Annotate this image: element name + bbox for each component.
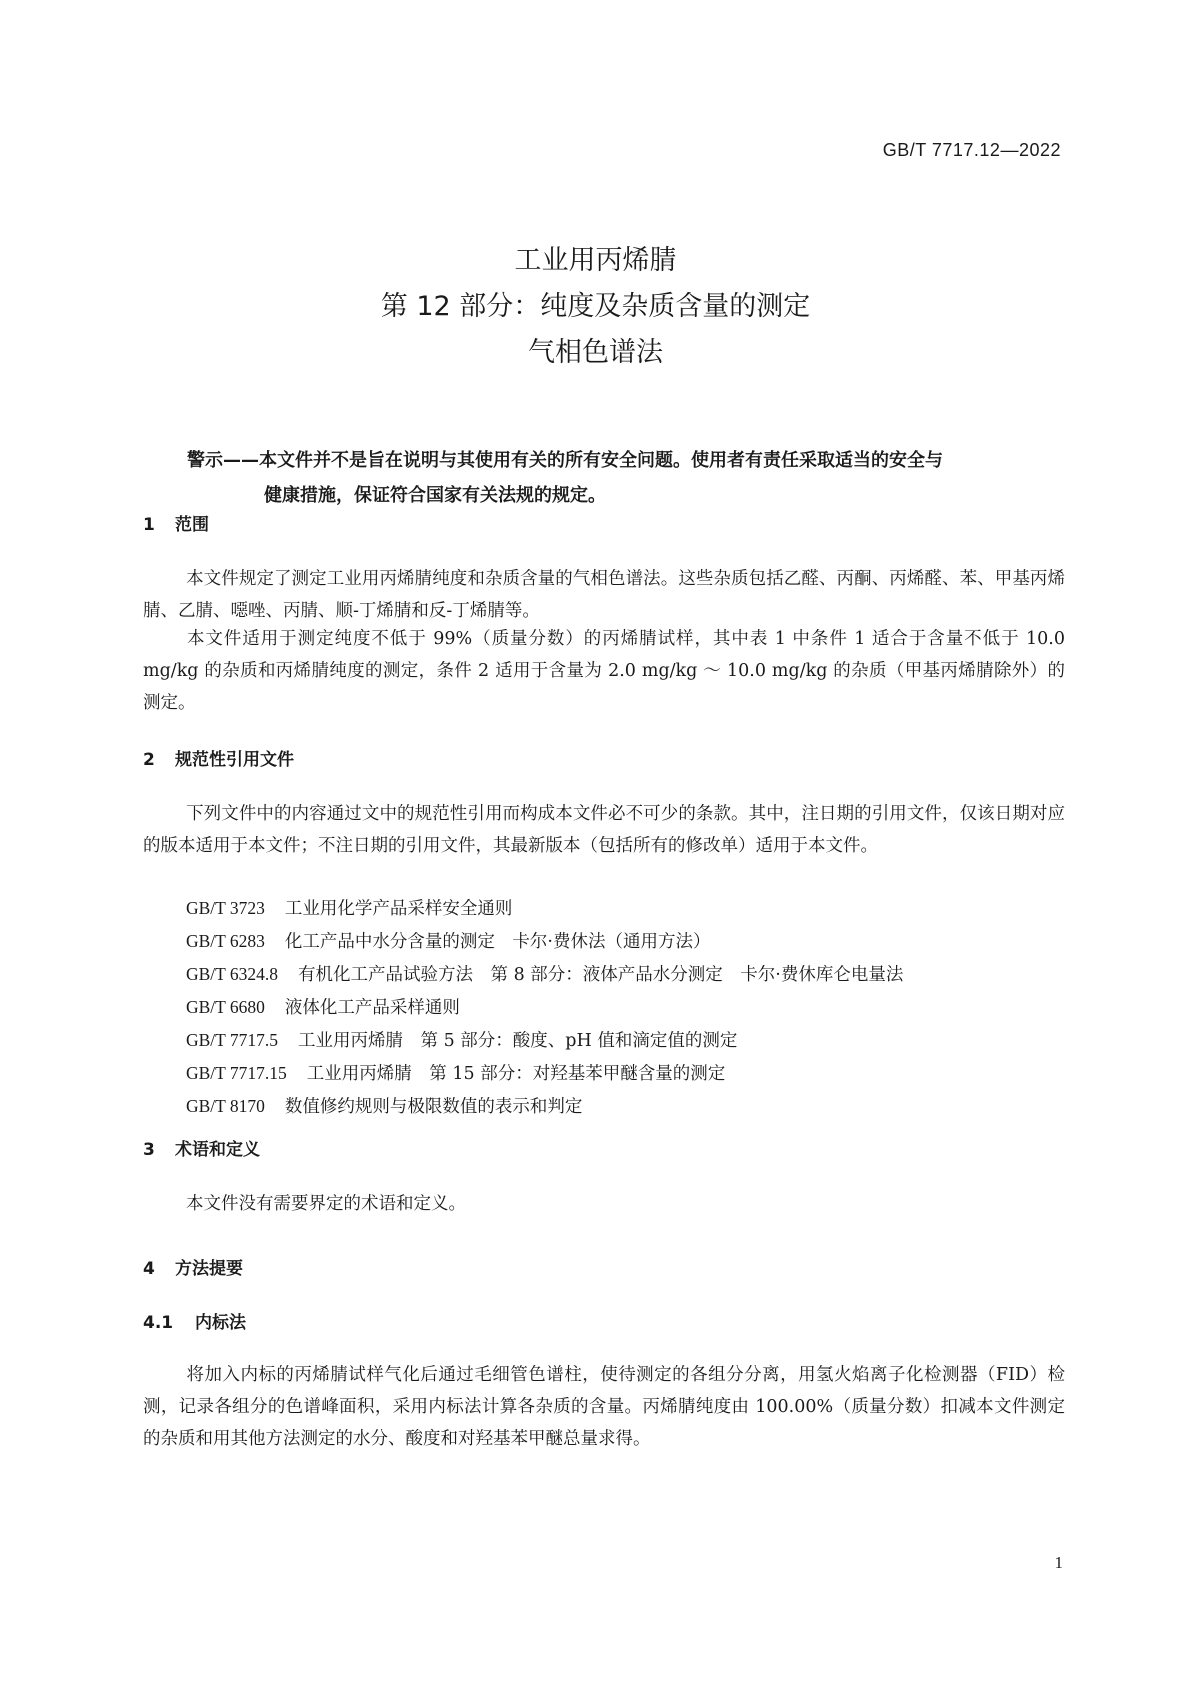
section-title: 方法提要	[175, 1259, 243, 1279]
scope-paragraph-1: 本文件规定了测定工业用丙烯腈纯度和杂质含量的气相色谱法。这些杂质包括乙醛、丙酮、丙烯醛、苯、甲基丙烯腈、乙腈、噁唑、丙腈、顺-丁烯腈和反-丁烯腈等。	[143, 569, 1065, 621]
title-line-2: 第 12 部分：纯度及杂质含量的测定	[380, 291, 811, 322]
reference-item	[186, 925, 1066, 958]
reference-code: GB/T 6324.8	[186, 964, 279, 984]
section-heading-normative-references	[143, 745, 294, 770]
section-number: 4	[143, 1259, 155, 1279]
section-number: 1	[143, 515, 155, 535]
warning-notice	[187, 443, 1067, 513]
reference-item	[186, 1057, 1066, 1090]
section-number: 3	[143, 1140, 155, 1160]
page-number: 1	[1054, 1553, 1063, 1572]
reference-item	[186, 958, 1066, 991]
warning-line-2: 健康措施，保证符合国家有关法规的规定。	[264, 485, 606, 506]
reference-code: GB/T 7717.5	[186, 1030, 279, 1050]
document-title	[0, 238, 1191, 376]
scope-paragraph-2: 本文件适用于测定纯度不低于 99%（质量分数）的丙烯腈试样，其中表 1 中条件 1 适合于含量不低于 10.0 mg/kg 的杂质和丙烯腈纯度的测定，条件 2 适用于含量为 2.0 mg/kg ～ 10.0 mg/kg 的杂质（甲基丙烯腈除外）的测定。	[143, 629, 1065, 713]
standard-number: GB/T 7717.12—2022	[882, 140, 1061, 160]
references-intro-paragraph: 下列文件中的内容通过文中的规范性引用而构成本文件必不可少的条款。其中，注日期的引用文件，仅该日期对应的版本适用于本文件；不注日期的引用文件，其最新版本（包括所有的修改单）适用于本文件。	[143, 804, 1065, 856]
section-heading-method-summary	[143, 1254, 243, 1279]
reference-title: 有机化工产品试验方法 第 8 部分：液体产品水分测定 卡尔·费休库仑电量法	[298, 965, 904, 985]
subsection-number: 4.1	[143, 1313, 174, 1333]
reference-title: 工业用丙烯腈 第 15 部分：对羟基苯甲醚含量的测定	[306, 1064, 726, 1084]
section-title: 规范性引用文件	[175, 750, 294, 770]
title-line-1: 工业用丙烯腈	[514, 245, 677, 276]
reference-list	[186, 892, 1066, 1123]
warning-line-1: 警示——本文件并不是旨在说明与其使用有关的所有安全问题。使用者有责任采取适当的安全与	[187, 450, 943, 471]
title-line-3: 气相色谱法	[528, 337, 663, 368]
reference-code: GB/T 8170	[186, 1096, 265, 1116]
reference-code: GB/T 7717.15	[186, 1063, 287, 1083]
section-title: 范围	[175, 515, 209, 535]
section-number: 2	[143, 750, 155, 770]
subsection-heading-internal-standard	[143, 1308, 246, 1333]
section-heading-scope	[143, 510, 209, 535]
reference-title: 数值修约规则与极限数值的表示和判定	[284, 1097, 583, 1117]
reference-item	[186, 892, 1066, 925]
reference-code: GB/T 6680	[186, 997, 265, 1017]
section-heading-terms	[143, 1135, 260, 1160]
terms-paragraph: 本文件没有需要界定的术语和定义。	[186, 1194, 466, 1214]
section-title: 术语和定义	[175, 1140, 260, 1160]
reference-title: 工业用丙烯腈 第 5 部分：酸度、pH 值和滴定值的测定	[298, 1031, 738, 1051]
reference-item	[186, 1090, 1066, 1123]
subsection-title: 内标法	[195, 1313, 246, 1333]
internal-standard-paragraph: 将加入内标的丙烯腈试样气化后通过毛细管色谱柱，使待测定的各组分分离，用氢火焰离子化检测器（FID）检测，记录各组分的色谱峰面积，采用内标法计算各杂质的含量。丙烯腈纯度由 100.00%（质量分数）扣减本文件测定的杂质和用其他方法测定的水分、酸度和对羟基苯甲醚总量求得。	[143, 1365, 1065, 1449]
reference-code: GB/T 6283	[186, 931, 265, 951]
reference-title: 液体化工产品采样通则	[284, 998, 460, 1018]
reference-item	[186, 991, 1066, 1024]
reference-item	[186, 1024, 1066, 1057]
reference-code: GB/T 3723	[186, 898, 265, 918]
reference-title: 化工产品中水分含量的测定 卡尔·费休法（通用方法）	[284, 932, 711, 952]
reference-title: 工业用化学产品采样安全通则	[284, 899, 513, 919]
